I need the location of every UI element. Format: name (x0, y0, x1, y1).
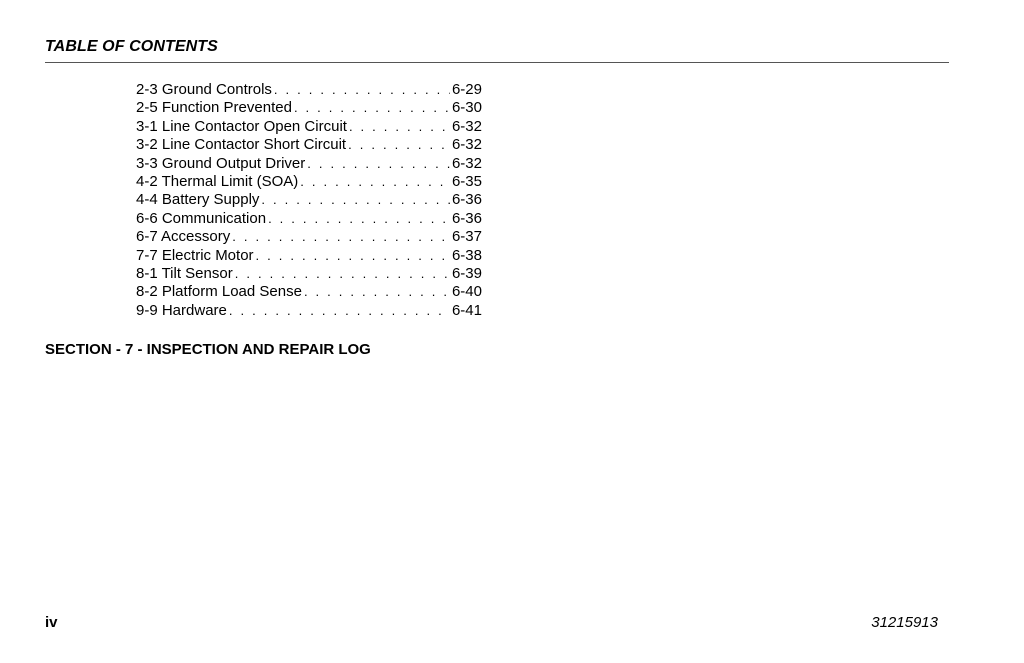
toc-entry-label: 9-9 Hardware (136, 301, 227, 319)
toc-entry-page: 6-40 (451, 283, 482, 301)
toc-entry[interactable] (136, 247, 482, 265)
toc-entry[interactable] (136, 265, 482, 283)
toc-entry-page: 6-38 (451, 246, 482, 264)
toc-entry[interactable] (136, 302, 482, 320)
toc-entry-label: 2-3 Ground Controls (136, 81, 272, 98)
toc-leader-dots (304, 283, 450, 301)
toc-leader-dots (307, 155, 450, 173)
toc-entry-page: 6-35 (451, 172, 482, 190)
toc-entry-label: 6-7 Accessory (136, 228, 231, 246)
footer-page-number: iv (45, 614, 58, 631)
toc-entry-page: 6-29 (451, 81, 482, 98)
toc-leader-dots (274, 81, 450, 99)
toc-entry-label: 8-2 Platform Load Sense (136, 283, 302, 301)
toc-leader-dots (348, 136, 450, 154)
toc-leader-dots (229, 302, 450, 320)
toc-entry-label: 3-3 Ground Output Driver (136, 154, 306, 172)
toc-entry[interactable] (136, 173, 482, 191)
toc-entry[interactable] (136, 81, 482, 99)
toc-entry-label: 6-6 Communication (136, 209, 267, 227)
toc-entry-page: 6-32 (451, 117, 482, 135)
toc-leader-dots (268, 210, 450, 228)
toc-entry[interactable] (136, 99, 482, 117)
toc-entry[interactable] (136, 210, 482, 228)
toc-entry[interactable] (136, 155, 482, 173)
toc-entry-page: 6-37 (451, 228, 482, 246)
toc-entry-page: 6-39 (451, 264, 482, 282)
toc-entry-page: 6-36 (451, 191, 482, 209)
toc-leader-dots (232, 228, 450, 246)
toc-entry-label: 8-1 Tilt Sensor (136, 264, 233, 282)
footer-document-number: 31215913 (871, 614, 938, 631)
toc-list (136, 81, 482, 320)
header-divider (45, 62, 949, 63)
toc-entry-page: 6-32 (451, 154, 482, 172)
toc-entry-label: 3-2 Line Contactor Short Circuit (136, 136, 347, 154)
toc-entry-page: 6-41 (451, 301, 482, 319)
toc-leader-dots (300, 173, 450, 191)
toc-entry-page: 6-36 (451, 209, 482, 227)
toc-entry-label: 7-7 Electric Motor (136, 246, 254, 264)
toc-leader-dots (256, 247, 450, 265)
toc-entry[interactable] (136, 228, 482, 246)
page-header-title: TABLE OF CONTENTS (45, 38, 218, 55)
toc-leader-dots (261, 191, 450, 209)
section-heading[interactable]: SECTION - 7 - INSPECTION AND REPAIR LOG (45, 341, 371, 358)
toc-entry-label: 4-4 Battery Supply (136, 191, 260, 209)
toc-entry[interactable] (136, 136, 482, 154)
toc-entry-page: 6-32 (451, 136, 482, 154)
toc-entry[interactable] (136, 283, 482, 301)
toc-leader-dots (235, 265, 450, 283)
toc-entry[interactable] (136, 191, 482, 209)
toc-entry-label: 2-5 Function Prevented (136, 99, 292, 117)
toc-entry-page: 6-30 (451, 99, 482, 117)
toc-leader-dots (294, 99, 450, 117)
toc-entry[interactable] (136, 118, 482, 136)
toc-entry-label: 4-2 Thermal Limit (SOA) (136, 172, 299, 190)
toc-leader-dots (349, 118, 450, 136)
toc-entry-label: 3-1 Line Contactor Open Circuit (136, 117, 347, 135)
